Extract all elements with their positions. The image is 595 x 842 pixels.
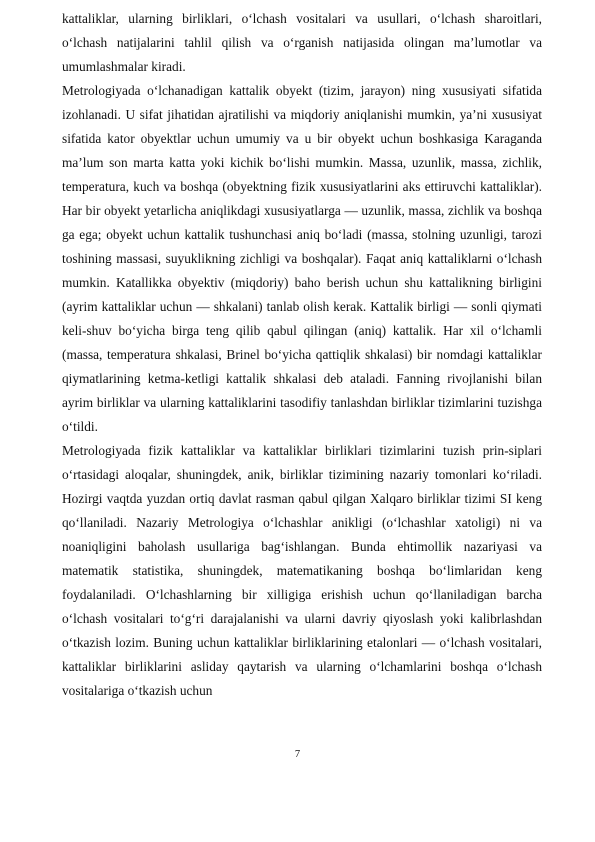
paragraph-2: Metrologiyada o‘lchanadigan kattalik obyekt (tizim, jarayon) ning xususiyati sifatida izohlanadi. U sifat jihatidan ajratilishi va miqdoriy aniqlanishi mumkin, ya’ni xususiyat sifatida kator obyektlar uchun umumiy va u bir obyekt uchun boshkasiga Karaganda ma’lum son marta katta yoki kichik bo‘lishi mumkin. Massa, uzunlik, massa, zichlik, temperatura, kuch va boshqa (obyektning fizik xususiyatlarini aks ettiruvchi kattaliklar). Har bir obyekt yetarlicha aniqlikdagi xususiyatlarga — uzunlik, massa, zichlik va boshqa ga ega; obyekt uchun kattalik tushunchasi aniq bo‘ladi (massa, stolning uzunligi, tarozi toshining massasi, suyuklikning zichligi va boshqalar). Faqat aniq kattaliklarni o‘lchash mumkin. Katallikka obyektiv (miqdoriy) baho berish uchun shu kattalikning birligini (ayrim kattaliklar uchun — shkalani) tanlab olish kerak. Kattalik birligi — sonli qiymati keli-shuv bo‘yicha birga teng qilib qabul qilingan (aniq) kattalik. Har xil o‘lchamli (massa, temperatura shkalasi, Brinel bo‘yicha qattiqlik shkalasi) bir nomdagi kattaliklar qiymatlarining ketma-ketligi kattalik shkalasi deb ataladi. Fanning rivojlanishi bilan ayrim birliklar va ularning kattaliklarini tasodifiy tanlashdan birliklar tizimlarini tuzishga o‘tildi. [62, 83, 542, 434]
document-body [62, 0, 542, 703]
paragraph-3: Metrologiyada fizik kattaliklar va kattaliklar birliklari tizimlarini tuzish prin-siplari o‘rtasidagi aloqalar, shuningdek, anik, birliklar tizimining nazariy tomonlari ko‘riladi. Hozirgi vaqtda yuzdan ortiq davlat rasman qabul qilgan Xalqaro birliklar tizimi SI keng qo‘llaniladi. Nazariy Metrologiya o‘lchashlar anikligi (o‘lchashlar xatoligi) ni va noaniqligini baholash usullariga bag‘ishlangan. Bunda ehtimollik nazariyasi va matematik statistika, shuningdek, matematikaning boshqa bo‘limlaridan keng foydalaniladi. O‘lchashlarning bir xilligiga erishish uchun qo‘llaniladigan barcha o‘lchash vositalari to‘g‘ri darajalanishi va ularni davriy qiyoslash yoki kalibrlashdan o‘tkazish lozim. Buning uchun kattaliklar birliklarining etalonlari — o‘lchash vositalari, kattaliklar birliklarini asliday qaytarish va ularning o‘lchamlarini boshqa o‘lchash vositalariga o‘tkazish uchun [62, 443, 542, 698]
paragraph-1: kattaliklar, ularning birliklari, o‘lchash vositalari va usullari, o‘lchash sharoitlari, o‘lchash natijalarini tahlil qilish va o‘rganish natijasida olingan ma’lumotlar va umumlashmalar kiradi. [62, 11, 542, 74]
page-number: 7 [294, 749, 301, 760]
